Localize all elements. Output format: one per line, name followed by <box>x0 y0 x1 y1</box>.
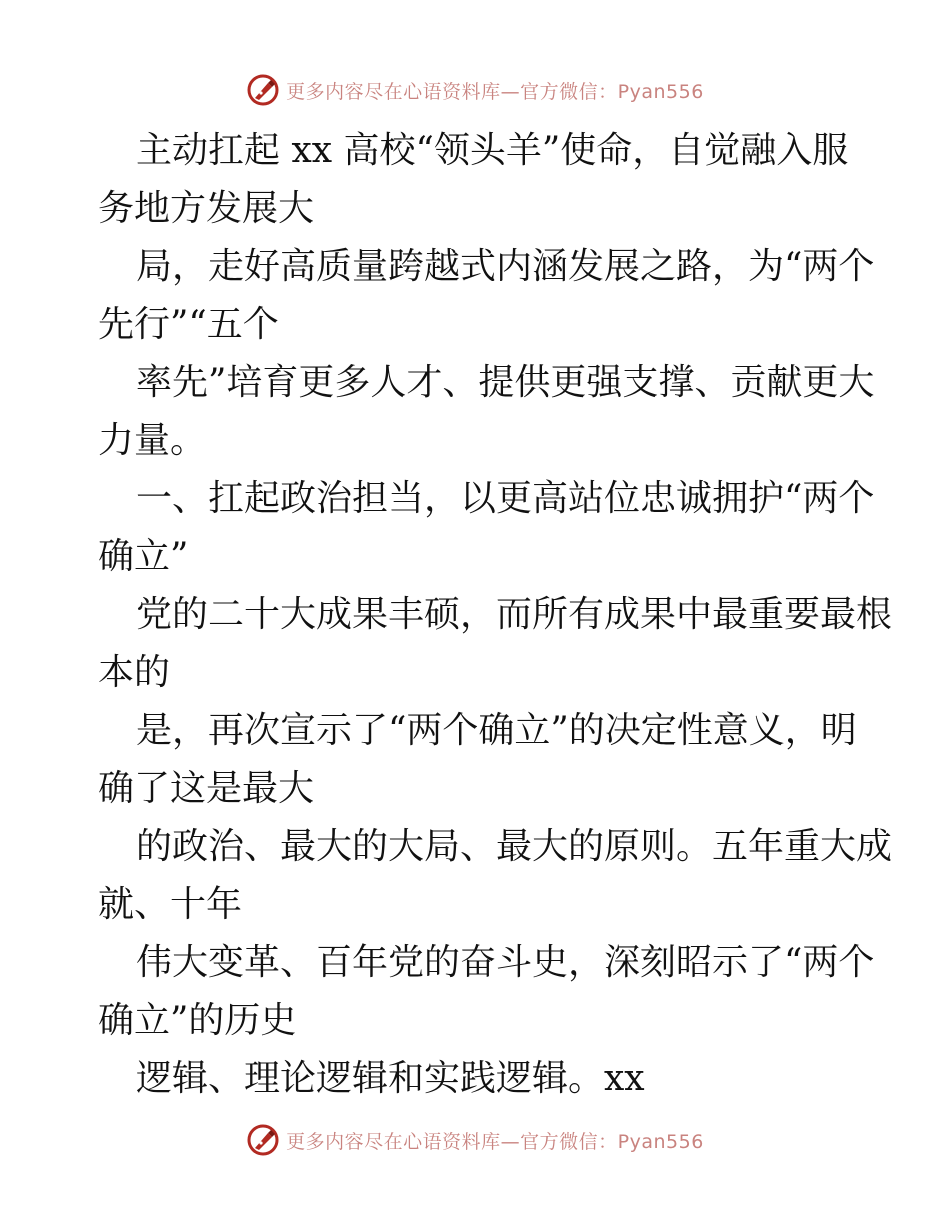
paragraph-continuation-line: 就、十年 <box>98 884 243 925</box>
document-body <box>98 122 893 1108</box>
paragraph <box>98 122 858 238</box>
pen-nib-logo-icon <box>246 1123 280 1157</box>
paragraph-first-line: 率先”培育更多人才、提供更强支撑、贡献更大 <box>136 362 875 403</box>
paragraph-continuation-line: 先行”“五个 <box>98 304 279 345</box>
paragraph <box>98 702 858 818</box>
paragraph-first-line: 伟大变革、百年党的奋斗史，深刻昭示了“两个 <box>136 942 875 983</box>
paragraph <box>98 586 893 702</box>
paragraph <box>98 238 875 354</box>
paragraph-first-line: 的政治、最大的大局、最大的原则。五年重大成 <box>136 826 893 867</box>
paragraph-first-line: 主动扛起 xx 高校“领头羊”使命，自觉融入服 <box>136 130 849 171</box>
footer-watermark-text: 更多内容尽在心语资料库—官方微信：Pyan556 <box>286 1130 704 1153</box>
paragraph-continuation-line: 力量。 <box>98 420 207 461</box>
paragraph <box>98 818 893 934</box>
paragraph <box>98 354 875 470</box>
header-watermark-text: 更多内容尽在心语资料库—官方微信：Pyan556 <box>286 80 704 103</box>
paragraph-continuation-line: 务地方发展大 <box>98 188 315 229</box>
paragraph-continuation-line: 确立”的历史 <box>98 1000 297 1041</box>
paragraph-first-line: 逻辑、理论逻辑和实践逻辑。xx <box>136 1058 645 1099</box>
paragraph-first-line: 是，再次宣示了“两个确立”的决定性意义，明 <box>136 710 857 751</box>
header-watermark-banner <box>0 68 950 112</box>
paragraph-first-line: 党的二十大成果丰硕，而所有成果中最重要最根 <box>136 594 893 635</box>
paragraph-first-line: 局，走好高质量跨越式内涵发展之路，为“两个 <box>136 246 875 287</box>
pen-nib-logo-icon <box>246 73 280 107</box>
section-heading-continuation-line: 确立” <box>98 536 189 577</box>
paragraph <box>98 934 875 1050</box>
paragraph-continuation-line: 确了这是最大 <box>98 768 315 809</box>
footer-watermark-banner <box>0 1118 950 1162</box>
section-heading-first-line: 一、扛起政治担当，以更高站位忠诚拥护“两个 <box>136 478 875 519</box>
paragraph <box>98 1050 858 1108</box>
paragraph-continuation-line: 本的 <box>98 652 171 693</box>
section-heading <box>98 470 875 586</box>
